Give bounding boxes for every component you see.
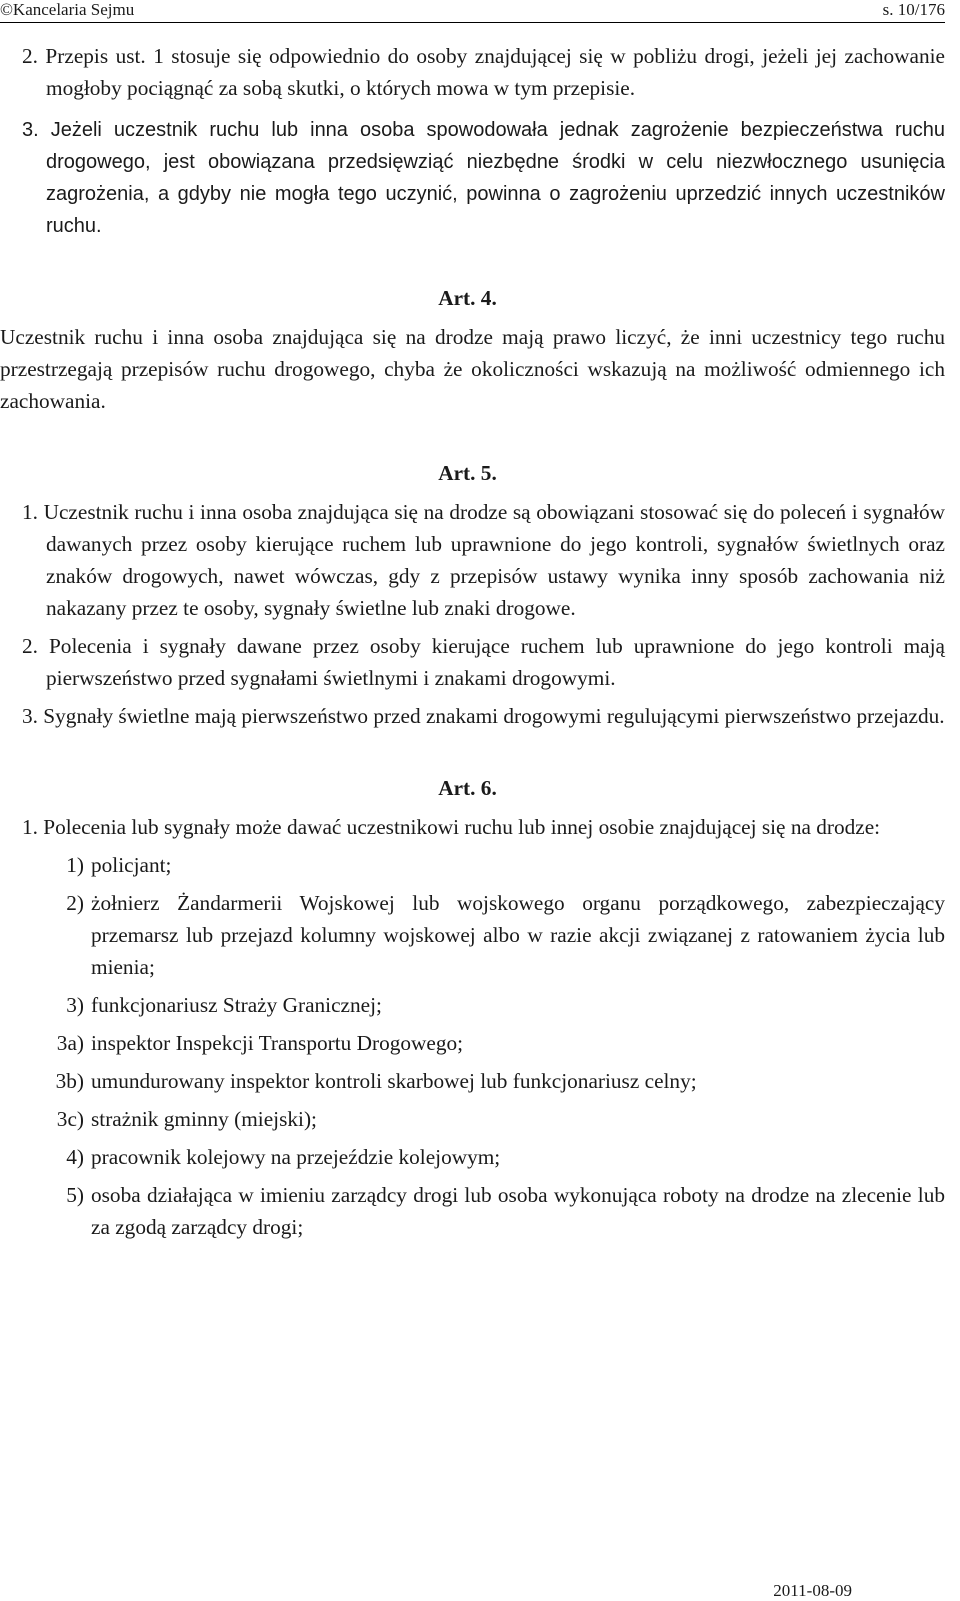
- list-item-label: 3c): [56, 1107, 84, 1131]
- list-item-text: żołnierz Żandarmerii Wojskowej lub wojskowego organu porządkowego, zabezpieczający przemarsz lub przejazd kolumny wojskowej albo w razie akcji związanej z ratowaniem życia lub mienia;: [91, 891, 945, 979]
- list-item: [0, 849, 945, 881]
- list-item-text: osoba działająca w imieniu zarządcy drogi lub osoba wykonująca roboty na drodze na zlecenie lub za zgodą zarządcy drogi;: [91, 1183, 945, 1239]
- list-item-text: funkcjonariusz Straży Granicznej;: [91, 993, 382, 1017]
- art4-text: Uczestnik ruchu i inna osoba znajdująca się na drodze mają prawo liczyć, że inni uczestnicy tego ruchu przestrzegają przepisów ruchu drogowego, chyba że okoliczności wskazują na możliwość odmiennego ich zachowania.: [0, 325, 945, 413]
- art6-heading: Art. 6.: [438, 776, 497, 800]
- page-number: s. 10/176: [882, 0, 945, 19]
- list-item-text: strażnik gminny (miejski);: [91, 1107, 317, 1131]
- list-item-label: 3): [66, 993, 84, 1017]
- list-item-label: 3a): [56, 1031, 84, 1055]
- list-item-label: 3b): [55, 1069, 84, 1093]
- list-item: [0, 1065, 945, 1097]
- document-date: 2011-08-09: [773, 1581, 852, 1600]
- art3-paragraph-2: 2. Przepis ust. 1 stosuje się odpowiednio do osoby znajdującej się w pobliżu drogi, jeżeli jej zachowanie mogłoby pociągnąć za sobą skutki, o których mowa w tym przepisie.: [22, 44, 945, 100]
- list-item-label: 1): [66, 853, 84, 877]
- list-item-label: 4): [66, 1145, 84, 1169]
- list-item: [0, 887, 945, 983]
- art3-paragraph-3: 3. Jeżeli uczestnik ruchu lub inna osoba spowodowała jednak zagrożenie bezpieczeństwa ruchu drogowego, jest obowiązana przedsięwziąć niezbędne środki w celu niezwłocznego usunięcia zagrożenia, a gdyby nie mogła tego uczynić, powinna o zagrożeniu uprzedzić innych uczestników ruchu.: [22, 119, 945, 237]
- list-item-text: policjant;: [91, 853, 172, 877]
- art5-paragraph-3: 3. Sygnały świetlne mają pierwszeństwo przed znakami drogowymi regulującymi pierwszeństwo przejazdu.: [22, 704, 945, 728]
- copyright-label: ©Kancelaria Sejmu: [0, 0, 135, 19]
- list-item-text: inspektor Inspekcji Transportu Drogowego;: [91, 1031, 464, 1055]
- list-item-text: umundurowany inspektor kontroli skarbowej lub funkcjonariusz celny;: [91, 1069, 697, 1093]
- art4-heading: Art. 4.: [438, 286, 497, 310]
- list-item-text: pracownik kolejowy na przejeździe kolejowym;: [91, 1145, 501, 1169]
- art6-item-list: [0, 849, 945, 1243]
- list-item: [0, 1179, 945, 1243]
- art5-heading: Art. 5.: [438, 461, 497, 485]
- art6-paragraph-1: 1. Polecenia lub sygnały może dawać uczestnikowi ruchu lub innej osobie znajdującej się na drodze:: [22, 815, 881, 839]
- document-body: [0, 40, 945, 1243]
- list-item-label: 2): [66, 891, 84, 915]
- art5-paragraph-2: 2. Polecenia i sygnały dawane przez osoby kierujące ruchem lub uprawnione do jego kontroli mają pierwszeństwo przed sygnałami świetlnymi i znakami drogowymi.: [22, 634, 945, 690]
- art5-paragraph-1: 1. Uczestnik ruchu i inna osoba znajdująca się na drodze są obowiązani stosować się do poleceń i sygnałów dawanych przez osoby kierujące ruchem lub uprawnione do jego kontroli, sygnałów świetlnych oraz znaków drogowych, nawet wówczas, gdy z przepisów ustawy wynika inny sposób zachowania niż nakazany przez te osoby, sygnały świetlne lub znaki drogowe.: [22, 500, 945, 620]
- list-item: [0, 989, 945, 1021]
- list-item-label: 5): [66, 1183, 84, 1207]
- list-item: [0, 1103, 945, 1135]
- list-item: [0, 1141, 945, 1173]
- list-item: [0, 1027, 945, 1059]
- page-header: [0, 0, 945, 23]
